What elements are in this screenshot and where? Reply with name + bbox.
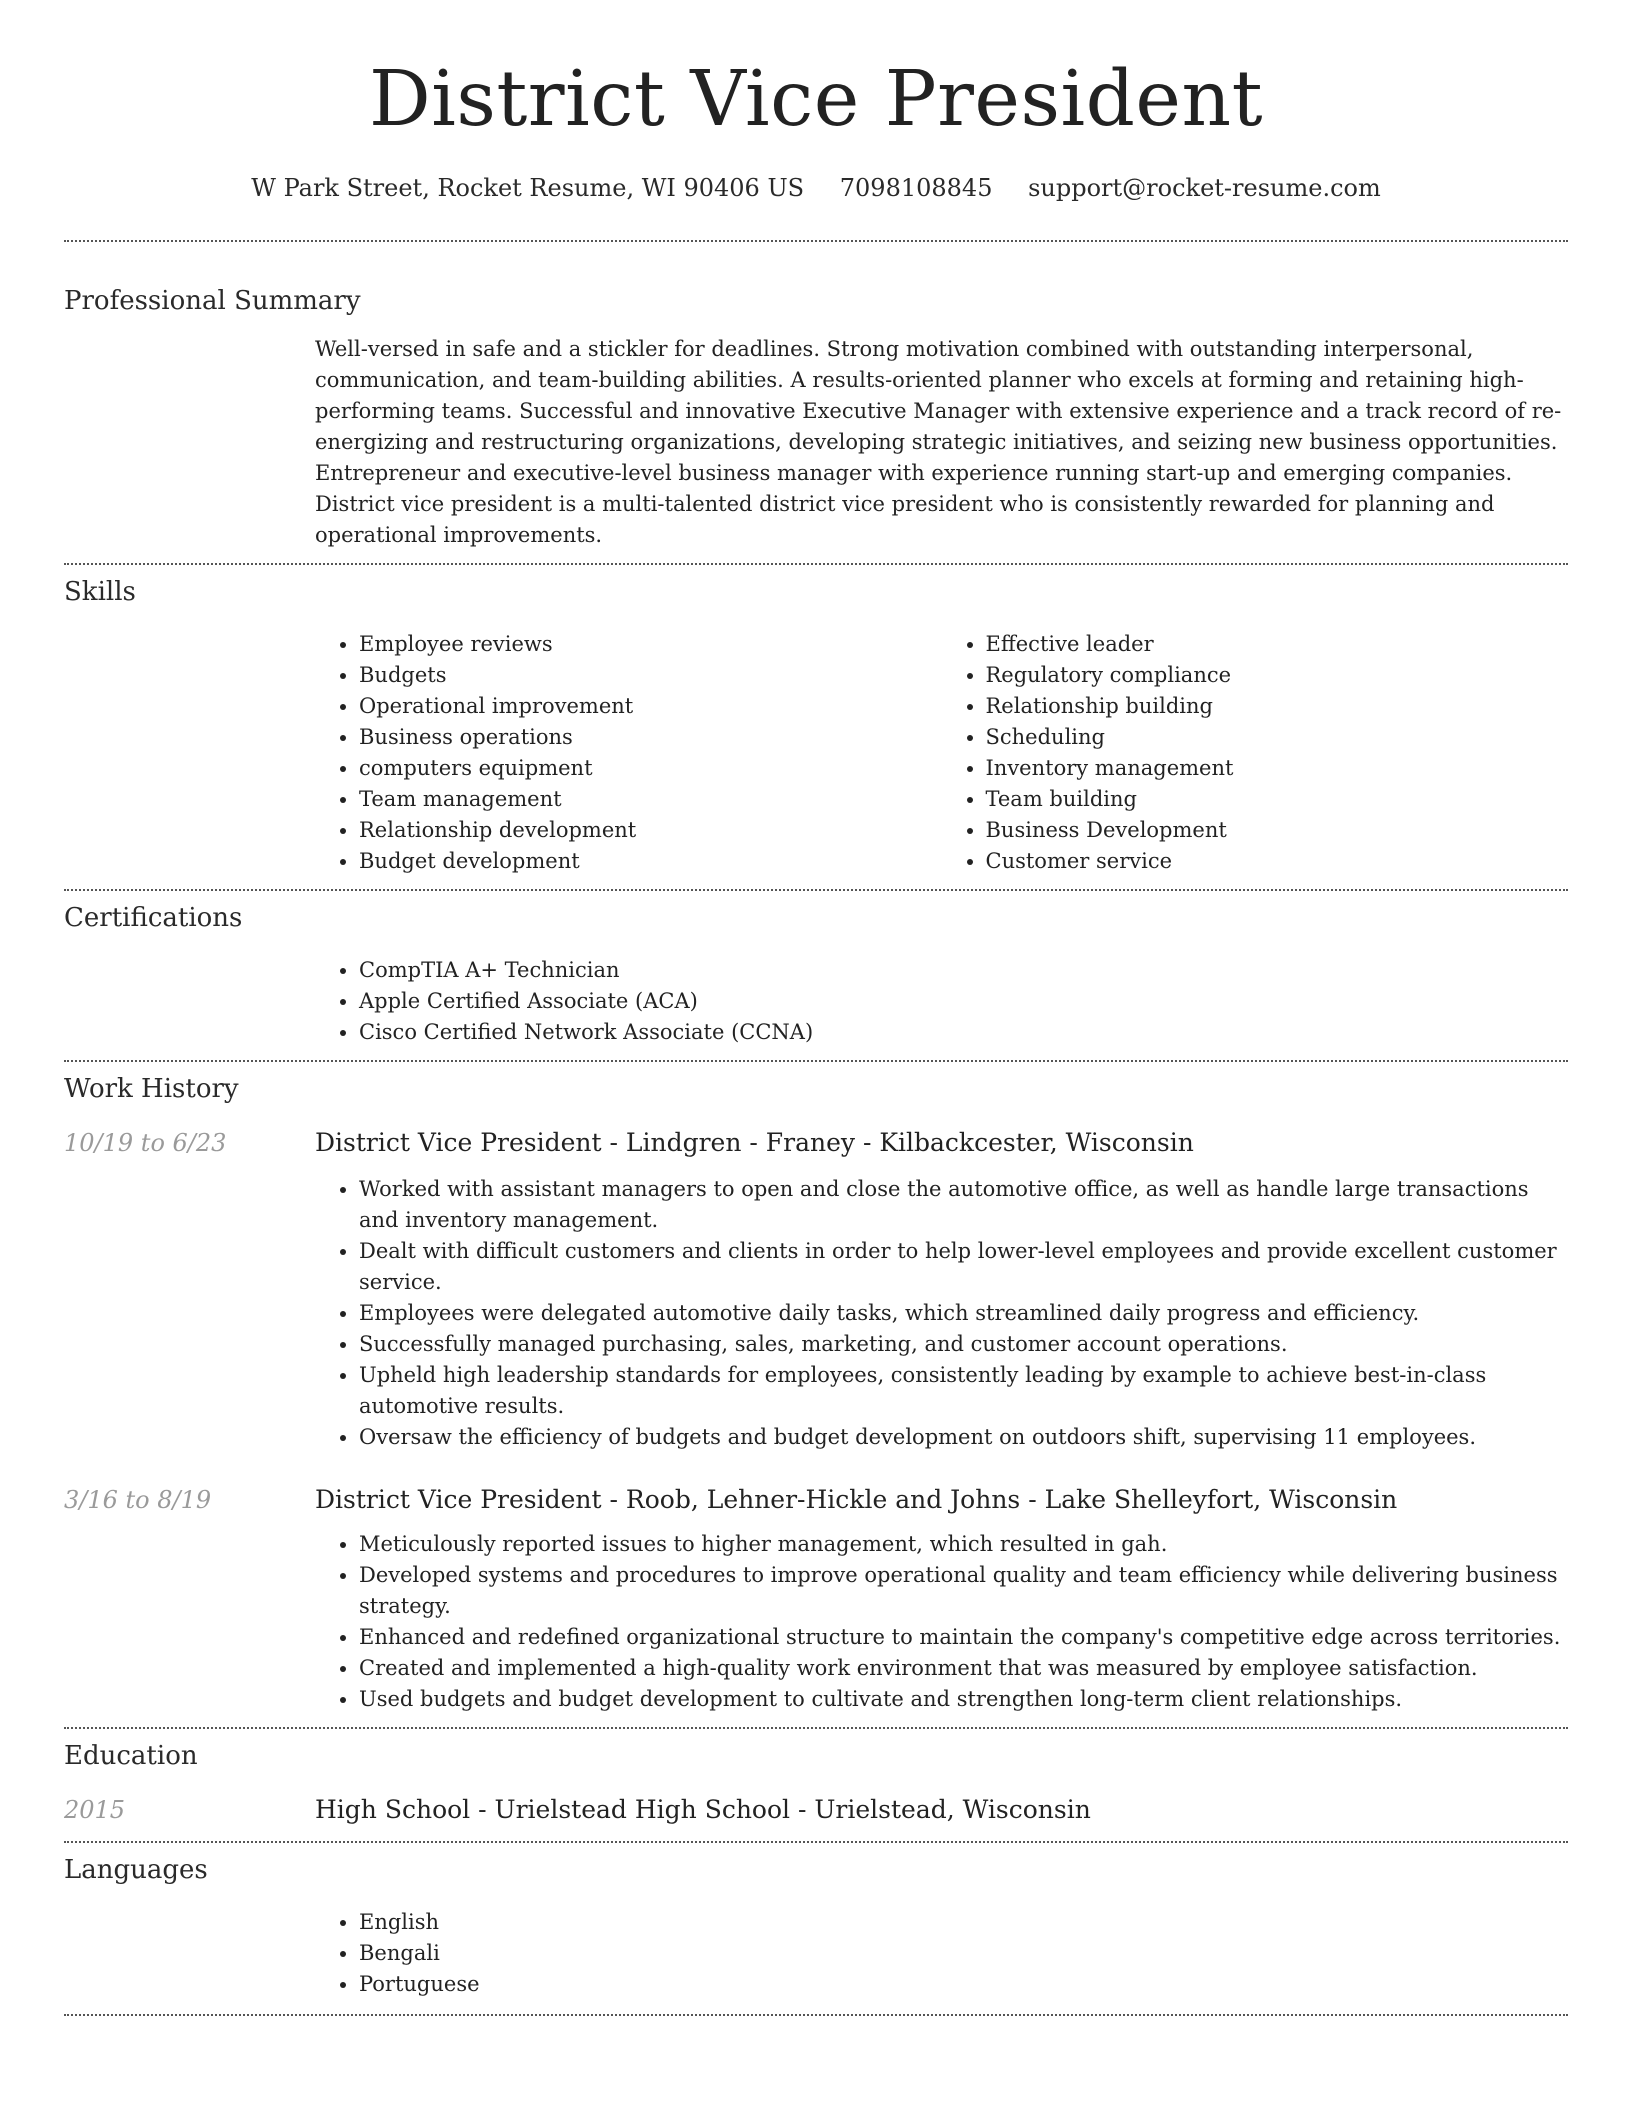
job-bullet: • Oversaw the efficiency of budgets and budget development on outdoors shift, supervising 11 employees. [359, 1422, 1568, 1453]
skill-item: • Customer service [986, 846, 1569, 877]
job-bullet: • Dealt with difficult customers and clients in order to help lower-level employees and provide excellent customer service. [359, 1236, 1568, 1298]
section-title-certifications: Certifications [64, 903, 243, 933]
skill-item: • Budget development [359, 846, 942, 877]
job-dates: 10/19 to 6/23 [64, 1129, 227, 1157]
skill-item: • computers equipment [359, 753, 942, 784]
education-heading: High School - Urielstead High School - Urielstead, Wisconsin [315, 1795, 1091, 1824]
education-entry [64, 1793, 1568, 1827]
certifications-list [315, 955, 1568, 1048]
job-entry [64, 1483, 1568, 1727]
certification-item: • CompTIA A+ Technician [359, 955, 1568, 986]
skill-item: • Team management [359, 784, 942, 815]
certifications-body [315, 955, 1568, 1060]
summary-text: Well-versed in safe and a stickler for deadlines. Strong motivation combined with outstanding interpersonal, communication, and team-building abilities. A results-oriented planner who excels at forming and retaining high-performing teams. Successful and innovative Executive Manager with extensive experience and a track record of re-energizing and restructuring organizations, developing strategic initiatives, and seizing new business opportunities. Entrepreneur and executive-level business manager with experience running start-up and emerging companies. District vice president is a multi-talented district vice president who is consistently rewarded for planning and operational improvements. [315, 337, 1562, 547]
contact-line [64, 172, 1568, 204]
summary-body [315, 334, 1568, 563]
divider [64, 2014, 1568, 2016]
language-item: • Bengali [359, 1938, 1568, 1969]
contact-email: support@rocket-resume.com [1028, 174, 1381, 202]
skill-item: • Effective leader [986, 629, 1569, 660]
job-bullet: • Enhanced and redefined organizational structure to maintain the company's competitive edge across territories. [359, 1622, 1568, 1653]
skill-item: • Inventory management [986, 753, 1569, 784]
section-title-skills: Skills [64, 577, 136, 607]
job-entry [64, 1126, 1568, 1453]
section-title-languages: Languages [64, 1855, 208, 1885]
skills-list-left [315, 629, 942, 877]
language-item: • Portuguese [359, 1969, 1568, 2000]
education-date: 2015 [64, 1796, 126, 1824]
certification-item: • Apple Certified Associate (ACA) [359, 986, 1568, 1017]
job-bullet: • Successfully managed purchasing, sales, marketing, and customer account operations. [359, 1329, 1568, 1360]
skill-item: • Relationship building [986, 691, 1569, 722]
skill-item: • Employee reviews [359, 629, 942, 660]
section-title-work: Work History [64, 1074, 239, 1104]
section-title-summary: Professional Summary [64, 286, 361, 316]
job-heading: District Vice President - Lindgren - Franey - Kilbackcester, Wisconsin [315, 1128, 1194, 1157]
job-bullet: • Developed systems and procedures to improve operational quality and team efficiency while delivering business strategy. [359, 1560, 1568, 1622]
job-bullet: • Upheld high leadership standards for employees, consistently leading by example to achieve best-in-class automotive results. [359, 1360, 1568, 1422]
skills-list-right [942, 629, 1569, 877]
skill-item: • Relationship development [359, 815, 942, 846]
job-bullet: • Created and implemented a high-quality work environment that was measured by employee satisfaction. [359, 1653, 1568, 1684]
job-header [64, 1483, 1568, 1517]
job-bullet: • Worked with assistant managers to open and close the automotive office, as well as handle large transactions and inventory management. [359, 1174, 1568, 1236]
job-bullet: • Meticulously reported issues to higher management, which resulted in gah. [359, 1529, 1568, 1560]
contact-phone: 7098108845 [839, 174, 993, 202]
job-bullet: • Used budgets and budget development to cultivate and strengthen long-term client relationships. [359, 1684, 1568, 1715]
certifications-section [64, 891, 1568, 1060]
education-section [64, 1729, 1568, 1841]
language-item: • English [359, 1907, 1568, 1938]
languages-section [64, 1843, 1568, 2014]
skill-item: • Budgets [359, 660, 942, 691]
skills-section [64, 565, 1568, 889]
contact-address: W Park Street, Rocket Resume, WI 90406 US [251, 174, 805, 202]
resume-name: District Vice President [368, 55, 1264, 144]
job-dates: 3/16 to 8/19 [64, 1486, 212, 1514]
skill-item: • Scheduling [986, 722, 1569, 753]
languages-body [315, 1907, 1568, 2014]
certification-item: • Cisco Certified Network Associate (CCNA) [359, 1017, 1568, 1048]
job-heading: District Vice President - Roob, Lehner-Hickle and Johns - Lake Shelleyfort, Wisconsin [315, 1485, 1398, 1514]
skills-grid [315, 629, 1568, 889]
job-bullet-list [315, 1529, 1568, 1715]
job-bullet: • Employees were delegated automotive daily tasks, which streamlined daily progress and efficiency. [359, 1298, 1568, 1329]
skill-item: • Regulatory compliance [986, 660, 1569, 691]
skill-item: • Business operations [359, 722, 942, 753]
work-section [64, 1062, 1568, 1727]
skill-item: • Operational improvement [359, 691, 942, 722]
languages-list [315, 1907, 1568, 2000]
skill-item: • Business Development [986, 815, 1569, 846]
section-title-education: Education [64, 1741, 198, 1771]
skill-item: • Team building [986, 784, 1569, 815]
job-header [64, 1126, 1568, 1160]
job-bullet-list [315, 1174, 1568, 1453]
summary-section [64, 242, 1568, 563]
